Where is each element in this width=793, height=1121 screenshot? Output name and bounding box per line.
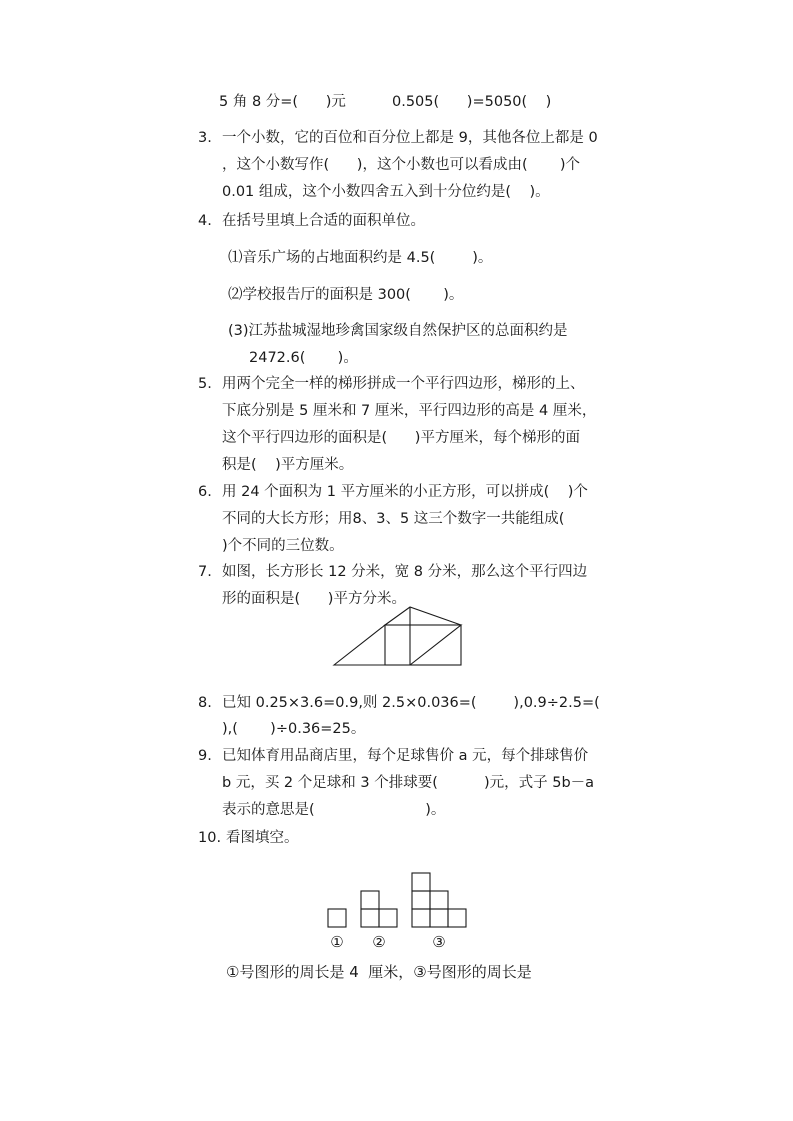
q7-line-1: 如图，长方形长 12 分米，宽 8 分米，那么这个平行四边 xyxy=(222,564,588,580)
rectangle-top-triangle xyxy=(385,607,461,625)
q9-line-2: b 元，买 2 个足球和 3 个排球要( )元，式子 5b－a xyxy=(222,775,595,791)
parallelogram-rectangle-figure xyxy=(330,604,466,676)
figure-1-label: ① xyxy=(330,933,344,951)
q6-number: 6. xyxy=(198,484,212,500)
q7-line-2: 形的面积是( )平方分米。 xyxy=(222,591,406,607)
q9-number: 9. xyxy=(198,748,212,764)
q4-line-1: 在括号里填上合适的面积单位。 xyxy=(222,213,425,229)
q8-line-1: 已知 0.25×3.6=0.9,则 2.5×0.036=( ),0.9÷2.5=( xyxy=(222,695,600,711)
q4-sub-2: ⑵学校报告厅的面积是 300( )。 xyxy=(228,287,464,303)
q3-line-3: 0.01 组成，这个小数四舍五入到十分位约是( )。 xyxy=(222,184,550,200)
figure-3-squares xyxy=(412,873,466,927)
q3-line-2: ，这个小数写作( )，这个小数也可以看成由( )个 xyxy=(222,157,581,173)
q5-line-2: 下底分别是 5 厘米和 7 厘米，平行四边形的高是 4 厘米， xyxy=(222,403,597,419)
q10-number: 10. xyxy=(198,830,222,846)
q5-line-3: 这个平行四边形的面积是( )平方厘米，每个梯形的面 xyxy=(222,430,580,446)
q3-number: 3. xyxy=(198,130,212,146)
square-figures xyxy=(320,868,475,952)
parallelogram-outline xyxy=(334,625,461,665)
q10-line-1: 看图填空。 xyxy=(226,830,299,846)
q5-line-4: 积是( )平方厘米。 xyxy=(222,457,354,473)
q3-line-1: 一个小数，它的百位和百分位上都是 9，其他各位上都是 0 xyxy=(222,130,598,146)
q9-line-3: 表示的意思是( )。 xyxy=(222,802,446,818)
figure-1-square xyxy=(328,909,346,927)
q8-line-2: ),( )÷0.36=25。 xyxy=(222,721,366,737)
q8-number: 8. xyxy=(198,695,212,711)
q7-number: 7. xyxy=(198,564,212,580)
q10-line-2: ①号图形的周长是 4 厘米，③号图形的周长是 xyxy=(226,963,532,981)
q6-line-1: 用 24 个面积为 1 平方厘米的小正方形，可以拼成( )个 xyxy=(222,484,588,500)
q9-line-1: 已知体育用品商店里，每个足球售价 a 元，每个排球售价 xyxy=(222,748,589,764)
figure-2-label: ② xyxy=(372,933,386,951)
q6-line-2: 不同的大长方形；用8、3、5 这三个数字一共能组成( xyxy=(222,511,565,527)
q6-line-3: )个不同的三位数。 xyxy=(222,538,344,554)
figure-3-label: ③ xyxy=(432,933,446,951)
q5-line-1: 用两个完全一样的梯形拼成一个平行四边形，梯形的上、 xyxy=(222,376,585,392)
q2-tail-text: 5 角 8 分=( )元 0.505( )=5050( ) xyxy=(219,94,552,110)
q4-sub-1: ⑴音乐广场的占地面积约是 4.5( )。 xyxy=(228,250,493,266)
q5-number: 5. xyxy=(198,376,212,392)
q4-number: 4. xyxy=(198,213,212,229)
rectangle-outline xyxy=(385,625,461,665)
q4-sub-3b: 2472.6( )。 xyxy=(249,350,358,366)
q4-sub-3a: (3)江苏盐城湿地珍禽国家级自然保护区的总面积约是 xyxy=(228,323,568,339)
figure-2-squares xyxy=(361,891,397,927)
